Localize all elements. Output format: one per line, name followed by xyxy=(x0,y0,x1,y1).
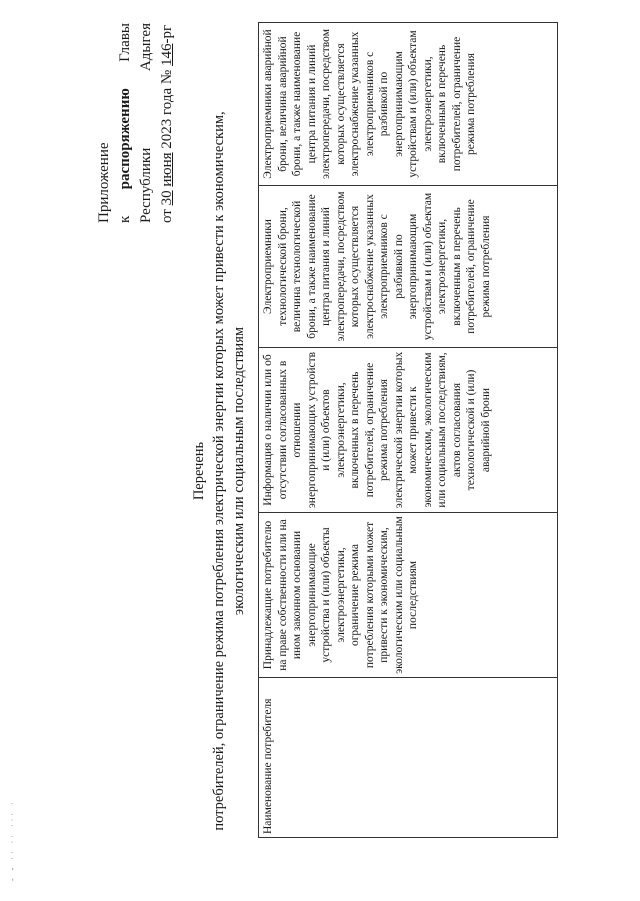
appendix-month: июня xyxy=(159,152,175,187)
table-header-row xyxy=(259,23,558,838)
column-header-consumer-name: Наименование потребителя xyxy=(259,678,558,838)
column-header-technological-reserve: Электроприемники технологической брони, величина технологической брони, а также наименование центра питания и линий электропередачи, посредством которых осуществляется электроснабжение указанных электроприемников с разбивкой по энергопринимающим устройствам и (или) объектам электроэнергетики, включенным в перечень потребителей, ограничение режима потребления xyxy=(259,186,558,348)
appendix-line-2: к распоряжению Главы xyxy=(117,23,133,223)
document-title: Перечень xyxy=(191,441,207,501)
document-subtitle-line-2: экологическим или социальным последствиям xyxy=(231,326,247,616)
column-header-devices: Принадлежащие потребителю на праве собственности или на ином законном основании энергопринимающие устройства и (или) объекты электроэнергетики, ограничение режима потребления которыми может привести к экономическим, экологическим или социальным последствиям xyxy=(259,513,558,678)
appendix-block xyxy=(94,23,178,223)
consumers-table xyxy=(258,22,558,838)
document-heading xyxy=(189,101,249,841)
appendix-title: Приложение xyxy=(96,142,112,223)
appendix-line-3: Республики Адыгея xyxy=(138,23,154,223)
document-subtitle-line-1: потребителей, ограничение режима потребления электрической энергии которых может привести к экономическим, xyxy=(211,111,227,831)
column-header-emergency-reserve: Электроприемники аварийной брони, величина аварийной брони, а также наименование центра питания и линий электропередачи, посредством которых осуществляется электроснабжение указанных электроприемников с разбивкой по энергопринимающим устройствам и (или) объектам электроэнергетики, включенным в перечень потребителей, ограничение режима потребления xyxy=(259,23,558,186)
appendix-day: 30 xyxy=(159,190,175,206)
scan-artifact: - - ·· ·· ··· · xyxy=(8,799,17,881)
appendix-number: 146 xyxy=(159,43,175,67)
column-header-approval-acts: Информация о наличии или об отсутствии согласованных в отношении энергопринимающих устройств и (или) объектов электроэнергетики, включенных в перечень потребителей, ограничение режима потребления электрической энергии которых может привести к экономическим, экологическим или социальным последствиям, актов согласования технологической и (или) аварийной брони xyxy=(259,348,558,513)
appendix-date-line: от 30 июня 2023 года № 146-рг xyxy=(159,24,175,223)
